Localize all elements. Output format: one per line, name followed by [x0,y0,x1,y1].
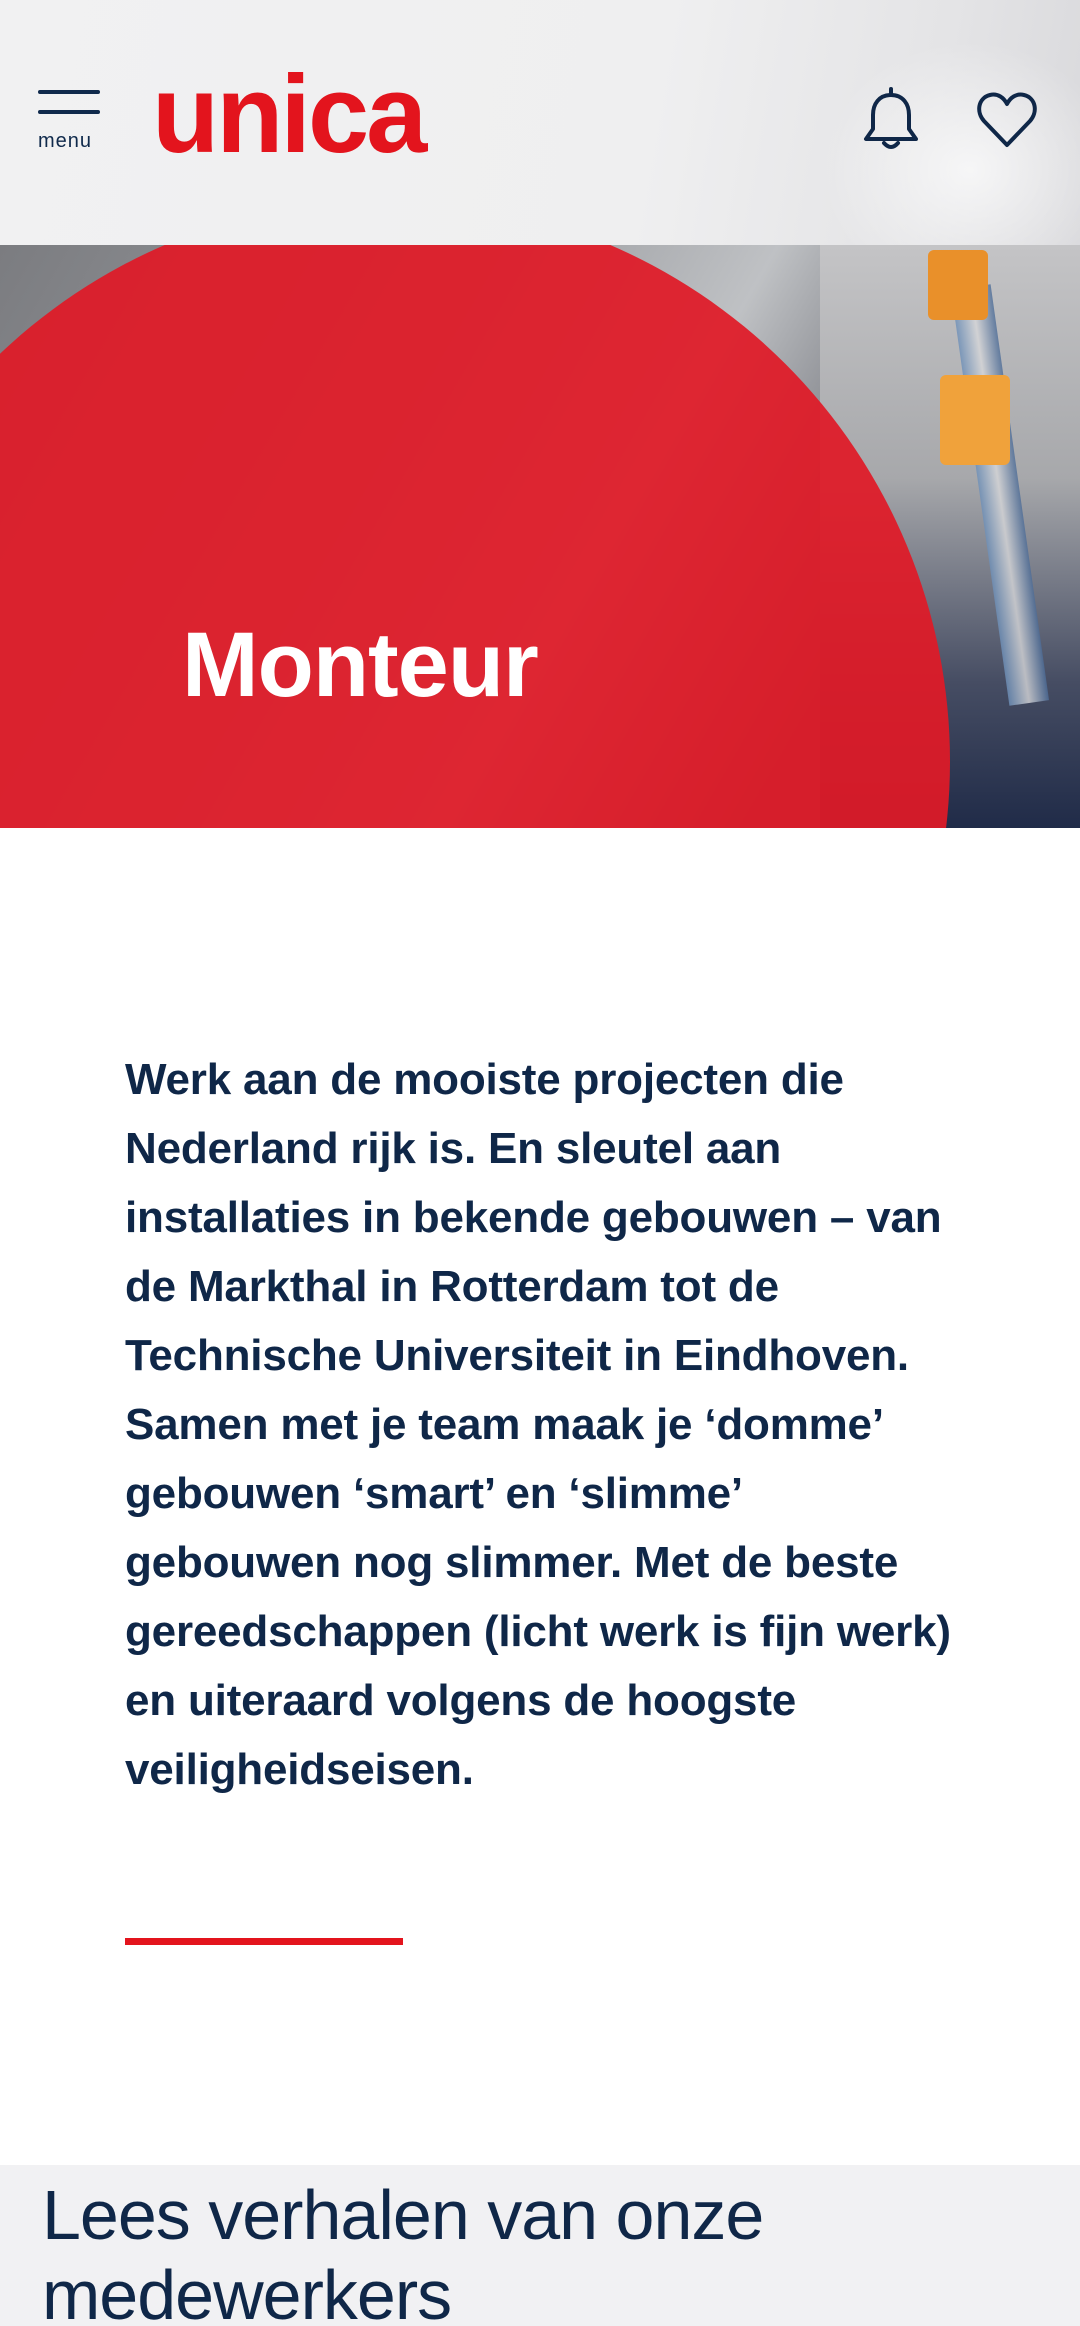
menu-button[interactable] [36,86,106,156]
hero-red-circle-overlay [0,245,950,828]
heart-icon [972,85,1042,155]
intro-paragraph: Werk aan de mooiste projecten die Nederland rijk is. En sleutel aan installaties in bekende gebouwen – van de Markthal in Rotterdam tot de Technische Universiteit in Eindhoven. Samen met je team maak je ‘domme’ gebouwen ‘smart’ en ‘slimme’ gebouwen nog slimmer. Met de beste gereedschappen (licht werk is fijn werk) en uiteraard volgens de hoogste veiligheidseisen. [125,1055,951,1794]
favorites-button[interactable] [972,85,1042,155]
app-header [0,0,1080,245]
stories-heading: Lees verhalen van onze medewerkers [42,2176,764,2326]
employee-stories-section [0,2165,1080,2326]
page-title: Monteur [182,614,538,716]
hero-photo-connector [940,375,1010,465]
hero-photo-connector [928,250,988,320]
menu-icon-bar-bottom [38,110,100,114]
bell-icon [856,85,926,155]
accent-divider [125,1938,403,1945]
menu-label: menu [38,130,93,152]
unica-logo[interactable]: unica [152,53,425,176]
menu-icon-bar-top [38,90,100,94]
notifications-button[interactable] [856,85,926,155]
hero-banner [0,245,1080,828]
